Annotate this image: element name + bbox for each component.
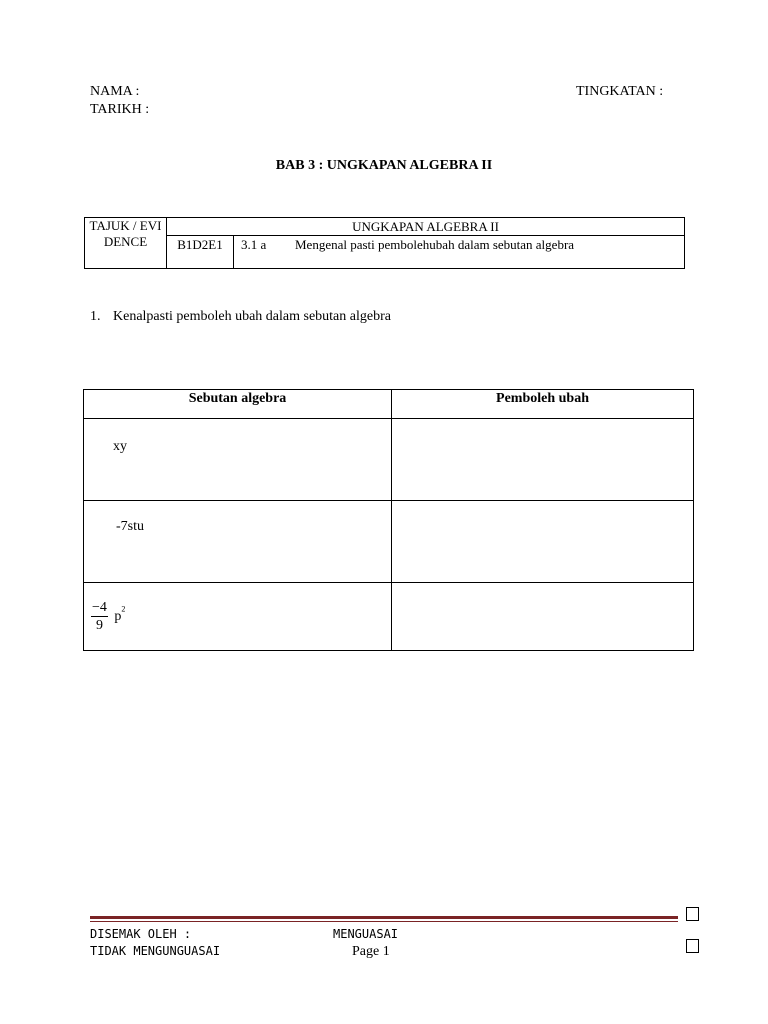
term-variable: p <box>114 608 122 624</box>
term-exponent: 2 <box>121 604 126 614</box>
answer-cell[interactable] <box>392 501 694 583</box>
tajuk-evidence-label: TAJUK / EVIDENCE <box>89 218 162 249</box>
question-number: 1. <box>90 309 101 324</box>
evidence-code: B1D2E1 <box>167 236 234 269</box>
question-text: Kenalpasti pemboleh ubah dalam sebutan algebra <box>113 309 391 324</box>
form-label: TINGKATAN : <box>576 84 664 99</box>
table-row <box>84 419 694 501</box>
info-table <box>84 217 685 269</box>
term-cell <box>84 583 392 651</box>
table-row <box>84 501 694 583</box>
page-title: BAB 3 : UNGKAPAN ALGEBRA II <box>275 158 493 173</box>
term-cell <box>84 419 392 501</box>
fraction-term <box>84 583 391 634</box>
learning-outcome-text: Mengenal pasti pembolehubah dalam sebutan algebra <box>295 237 575 252</box>
fraction-denominator: 9 <box>95 618 103 633</box>
not-mastered-label: TIDAK MENGUNGUASAI <box>90 944 221 958</box>
footer-rule <box>90 916 678 919</box>
learning-outcome-number: 3.1 a <box>241 237 267 252</box>
checkbox-mastered-icon[interactable] <box>686 907 699 921</box>
page-number: Page 1 <box>352 944 390 959</box>
header-variable: Pemboleh ubah <box>392 390 694 419</box>
answer-cell[interactable] <box>392 583 694 651</box>
learning-outcome-cell <box>234 236 685 269</box>
algebraic-term: -7stu <box>116 519 144 534</box>
mastered-label: MENGUASAI <box>333 927 399 941</box>
name-label: NAMA : <box>90 84 140 99</box>
table-row <box>84 583 694 651</box>
checked-by-label: DISEMAK OLEH : <box>90 927 192 941</box>
topic-cell: UNGKAPAN ALGEBRA II <box>167 218 685 236</box>
tajuk-evidence-cell <box>85 218 167 269</box>
fraction <box>91 599 108 634</box>
header-algebraic-term: Sebutan algebra <box>84 390 392 419</box>
fraction-numerator: −4 <box>92 600 107 615</box>
checkbox-not-mastered-icon[interactable] <box>686 939 699 953</box>
footer-rule-thin <box>90 921 678 922</box>
term-cell <box>84 501 392 583</box>
date-label: TARIKH : <box>90 102 150 117</box>
algebraic-term: xy <box>113 439 127 454</box>
answer-table <box>83 389 694 651</box>
answer-cell[interactable] <box>392 419 694 501</box>
